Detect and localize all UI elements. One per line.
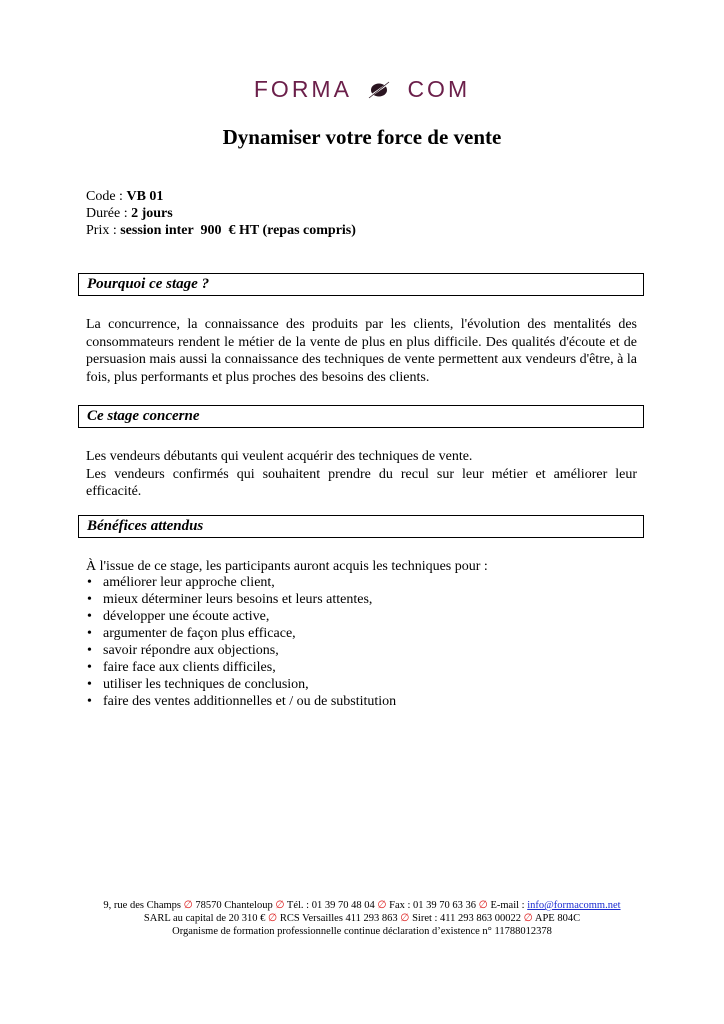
- section-heading-pourquoi: [78, 273, 644, 296]
- company-logo: [0, 76, 724, 104]
- benefices-intro: À l'issue de ce stage, les participants auront acquis les techniques pour :: [86, 559, 488, 574]
- footer-email-label: E-mail :: [490, 900, 528, 911]
- section-heading-concerne: [78, 405, 644, 428]
- list-item: • améliorer leur approche client,: [86, 574, 396, 591]
- page-title: Dynamiser votre force de vente: [222, 125, 502, 149]
- duree-line: [86, 205, 356, 222]
- footer-line-2: [0, 912, 724, 925]
- concerne-line-2: Les vendeurs confirmés qui souhaitent prendre du recul sur leur métier et améliorer leur efficacité.: [86, 466, 637, 499]
- logo-text-left: FORMA: [253, 76, 351, 102]
- code-label: Code :: [86, 189, 127, 204]
- section-heading-benefices: [78, 515, 644, 538]
- footer-siret: Siret : 411 293 863 00022: [412, 913, 522, 924]
- logo-slash-circle-icon: [366, 78, 392, 104]
- separator-icon: ∅: [478, 900, 488, 911]
- separator-icon: ∅: [275, 900, 285, 911]
- list-item: • mieux déterminer leurs besoins et leurs attentes,: [86, 591, 396, 608]
- benefices-list: [86, 574, 396, 710]
- footer-tel: Tél. : 01 39 70 48 04: [286, 900, 375, 911]
- separator-icon: ∅: [400, 913, 410, 924]
- section-text-concerne: [86, 448, 637, 501]
- list-item: • argumenter de façon plus efficace,: [86, 625, 396, 642]
- prix-label: Prix :: [86, 223, 121, 238]
- separator-icon: ∅: [523, 913, 533, 924]
- section-text-pourquoi: La concurrence, la connaissance des produits par les clients, l'évolution des mentalités des consommateurs rendent le métier de la vente de plus en plus difficile. Des qualités d'écoute et de persuasion mais aussi la connaissance des techniques de vente permettent aux vendeurs d'être, à la fois, plus performants et plus proches des besoins des clients.: [86, 317, 637, 385]
- section-heading-text: Ce stage concerne: [87, 408, 200, 424]
- footer-rcs: RCS Versailles 411 293 863: [279, 913, 398, 924]
- footer-address: 9, rue des Champs: [103, 900, 181, 911]
- footer-fax: Fax : 01 39 70 63 36: [389, 900, 477, 911]
- footer-line-1: [0, 899, 724, 912]
- separator-icon: ∅: [268, 913, 278, 924]
- list-item: • faire face aux clients difficiles,: [86, 659, 396, 676]
- code-value: VB 01: [126, 189, 164, 204]
- list-item: • faire des ventes additionnelles et / ou de substitution: [86, 693, 396, 710]
- list-item: • développer une écoute active,: [86, 608, 396, 625]
- footer-city: 78570 Chanteloup: [195, 900, 273, 911]
- page-footer: [0, 899, 724, 938]
- duree-value: 2 jours: [131, 206, 173, 221]
- separator-icon: ∅: [183, 900, 193, 911]
- prix-value: session inter 900 € HT (repas compris): [120, 223, 356, 238]
- footer-capital: SARL au capital de 20 310 €: [143, 913, 266, 924]
- section-heading-text: Pourquoi ce stage ?: [87, 276, 210, 292]
- course-info: [86, 188, 356, 239]
- duree-label: Durée :: [86, 206, 132, 221]
- code-line: [86, 188, 356, 205]
- logo-text-right: COM: [407, 76, 471, 102]
- prix-line: [86, 222, 356, 239]
- concerne-line-1: Les vendeurs débutants qui veulent acquérir des techniques de vente.: [86, 449, 473, 464]
- footer-ape: APE 804C: [534, 913, 581, 924]
- list-item: • savoir répondre aux objections,: [86, 642, 396, 659]
- separator-icon: ∅: [377, 900, 387, 911]
- list-item: • utiliser les techniques de conclusion,: [86, 676, 396, 693]
- footer-line-3: Organisme de formation professionnelle continue déclaration d’existence n° 11788012378: [172, 926, 552, 937]
- section-heading-text: Bénéfices attendus: [87, 518, 204, 534]
- email-link[interactable]: info@formacomm.net: [527, 900, 621, 911]
